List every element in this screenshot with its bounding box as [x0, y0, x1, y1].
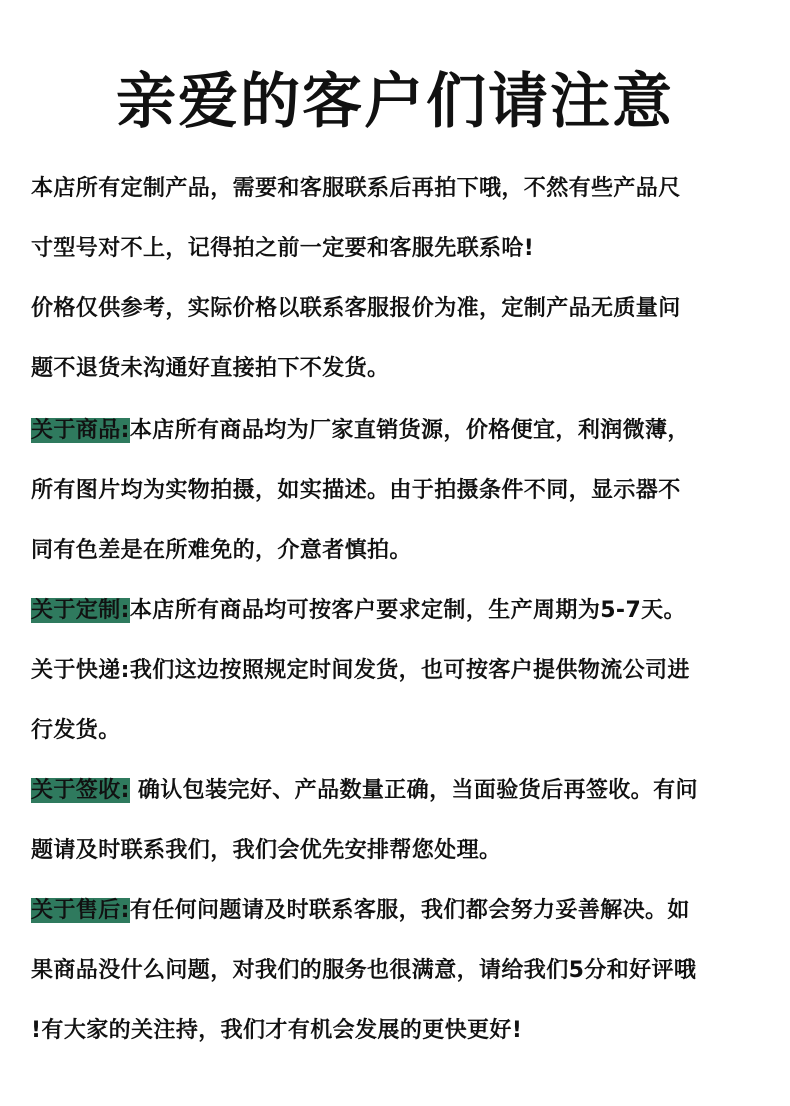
- aftersale-line-1: [31, 896, 771, 926]
- intro-line-2: 寸型号对不上，记得拍之前一定要和客服先联系哈!: [31, 236, 535, 261]
- products-text: 本店所有商品均为厂家直销货源，价格便宜，利润微薄，: [129, 418, 690, 443]
- shipping-line-1: [31, 656, 771, 686]
- products-label: 关于商品:: [31, 418, 130, 443]
- intro-line-1: 本店所有定制产品，需要和客服联系后再拍下哦，不然有些产品尺: [31, 176, 681, 201]
- receipt-line-2: 题请及时联系我们，我们会优先安排帮您处理。: [31, 838, 502, 863]
- aftersale-line-2: 果商品没什么问题，对我们的服务也很满意，请给我们5分和好评哦: [31, 958, 697, 983]
- page-title: 亲爱的客户们请注意: [116, 67, 674, 137]
- custom-label: 关于定制:: [31, 598, 130, 623]
- products-line-2: 所有图片均为实物拍摄，如实描述。由于拍摄条件不同，显示器不: [31, 478, 681, 503]
- receipt-label: 关于签收:: [31, 778, 130, 803]
- shipping-text: 我们这边按照规定时间发货，也可按客户提供物流公司进: [129, 658, 690, 683]
- shipping-label: 关于快递:: [31, 658, 130, 683]
- receipt-text: 确认包装完好、产品数量正确，当面验货后再签收。有问: [129, 778, 698, 803]
- shipping-line-2: 行发货。: [31, 718, 121, 743]
- receipt-line-1: [31, 776, 771, 806]
- custom-text: 本店所有商品均可按客户要求定制，生产周期为5-7天。: [129, 598, 686, 623]
- products-line-3: 同有色差是在所难免的，介意者慎拍。: [31, 538, 412, 563]
- aftersale-label: 关于售后:: [31, 898, 130, 923]
- intro-line-4: 题不退货未沟通好直接拍下不发货。: [31, 356, 390, 381]
- custom-line-1: [31, 596, 771, 626]
- products-line-1: [31, 416, 771, 446]
- intro-line-3: 价格仅供参考，实际价格以联系客服报价为准，定制产品无质量问: [31, 296, 681, 321]
- aftersale-line-3: !有大家的关注持，我们才有机会发展的更快更好!: [31, 1018, 523, 1043]
- aftersale-text: 有任何问题请及时联系客服，我们都会努力妥善解决。如: [129, 898, 690, 923]
